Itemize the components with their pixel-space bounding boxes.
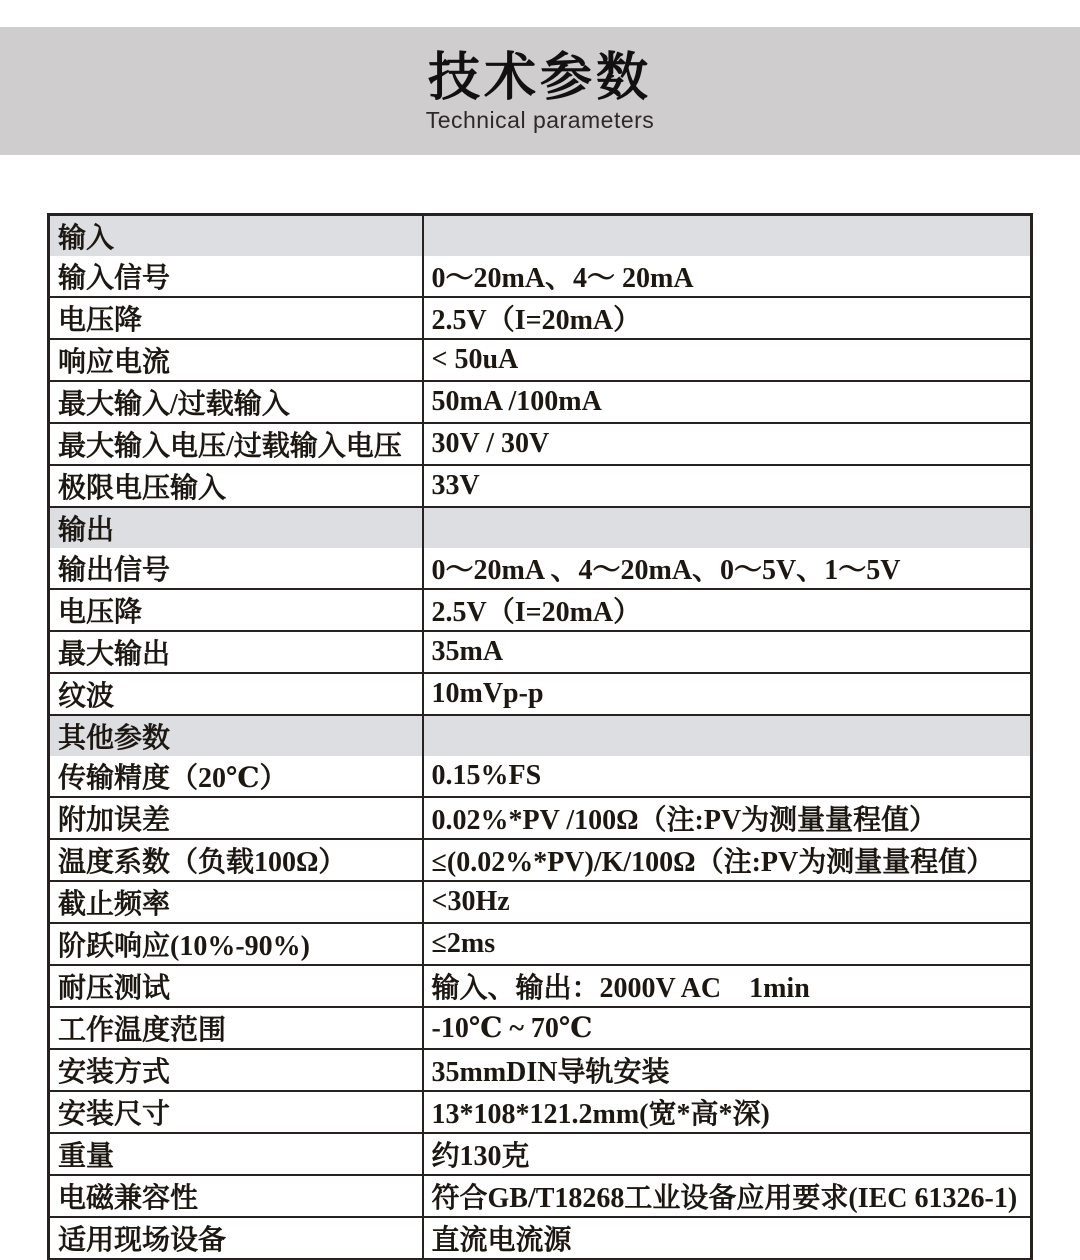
table-row (49, 1007, 1032, 1049)
table-row (49, 256, 1032, 297)
table-row (49, 1091, 1032, 1133)
param-value: 10mVp-p (423, 673, 1032, 715)
section-spacer (423, 507, 1032, 548)
section-row-other (49, 715, 1032, 756)
section-title: 输入 (49, 215, 423, 257)
page-subtitle: Technical parameters (425, 107, 655, 133)
param-value: 0.15%FS (423, 756, 1032, 797)
param-value: 35mmDIN导轨安装 (423, 1049, 1032, 1091)
section-spacer (423, 715, 1032, 756)
param-value: 直流电流源 (431, 1225, 572, 1256)
header-band (0, 27, 1080, 155)
table-row (49, 589, 1032, 631)
param-label: 安装尺寸 (49, 1091, 423, 1133)
table-row (49, 1175, 1032, 1217)
param-value: <30Hz (423, 881, 1032, 923)
param-label: 安装方式 (49, 1049, 423, 1091)
table-row (49, 839, 1032, 881)
param-label: 电压降 (49, 297, 423, 339)
param-value: 35mA (423, 631, 1032, 673)
param-value: ≤2ms (423, 923, 1032, 965)
table-row (49, 756, 1032, 797)
param-value: 符合GB/T18268工业设备应用要求(IEC 61326-1) (423, 1175, 1032, 1217)
param-value: 2.5V（I=20mA） (423, 297, 1032, 339)
table-row (49, 631, 1032, 673)
table-row (49, 1133, 1032, 1175)
param-value: 2.5V（I=20mA） (423, 589, 1032, 631)
param-value: 33V (423, 465, 1032, 507)
table-row (49, 465, 1032, 507)
param-label: 输入信号 (49, 256, 423, 297)
section-row-output (49, 507, 1032, 548)
param-label: 电压降 (49, 589, 423, 631)
table-row (49, 1217, 1032, 1260)
param-label: 耐压测试 (49, 965, 423, 1007)
param-value: -10℃ ~ 70℃ (423, 1007, 1032, 1049)
param-label: 响应电流 (49, 339, 423, 381)
param-label: 纹波 (49, 673, 423, 715)
param-value: 13*108*121.2mm(宽*高*深) (423, 1091, 1032, 1133)
param-label: 重量 (49, 1133, 423, 1175)
param-value: 0～20mA、4～ 20mA (423, 256, 1032, 297)
param-label: 温度系数（负载100Ω） (49, 839, 423, 881)
param-label: 极限电压输入 (49, 465, 423, 507)
page-title: 技术参数 (427, 49, 652, 107)
param-value: 30V / 30V (423, 423, 1032, 465)
table-row (49, 381, 1032, 423)
param-label: 电磁兼容性 (49, 1175, 423, 1217)
param-label: 最大输出 (49, 631, 423, 673)
param-label: 最大输入电压/过载输入电压 (49, 423, 423, 465)
param-value: 输入、输出：2000V AC 1min (423, 965, 1032, 1007)
param-value: 0.02%*PV /100Ω（注:PV为测量量程值） (423, 797, 1032, 839)
param-label: 适用现场设备 (49, 1217, 423, 1260)
table-row (49, 548, 1032, 589)
param-value: 0～20mA 、4～20mA、0～5V、1～5V (423, 548, 1032, 589)
param-label: 附加误差 (49, 797, 423, 839)
section-row-input (49, 215, 1032, 257)
table-row (49, 923, 1032, 965)
table-row (49, 965, 1032, 1007)
spec-table (47, 213, 1033, 1260)
param-value: ≤(0.02%*PV)/K/100Ω（注:PV为测量量程值） (423, 839, 1032, 881)
section-title: 输出 (49, 507, 423, 548)
param-value: 约130克 (423, 1133, 1032, 1175)
param-label: 最大输入/过载输入 (49, 381, 423, 423)
param-value: < 50uA (423, 339, 1032, 381)
param-label: 输出信号 (49, 548, 423, 589)
table-row (49, 881, 1032, 923)
table-row (49, 797, 1032, 839)
param-label: 工作温度范围 (49, 1007, 423, 1049)
table-row (49, 297, 1032, 339)
section-spacer (423, 215, 1032, 257)
table-row (49, 1049, 1032, 1091)
param-label: 阶跃响应(10%-90%) (49, 923, 423, 965)
table-row (49, 339, 1032, 381)
table-row (49, 423, 1032, 465)
section-title: 其他参数 (49, 715, 423, 756)
param-value: 50mA /100mA (423, 381, 1032, 423)
param-label: 截止频率 (49, 881, 423, 923)
table-row (49, 673, 1032, 715)
param-label: 传输精度（20℃） (49, 756, 423, 797)
